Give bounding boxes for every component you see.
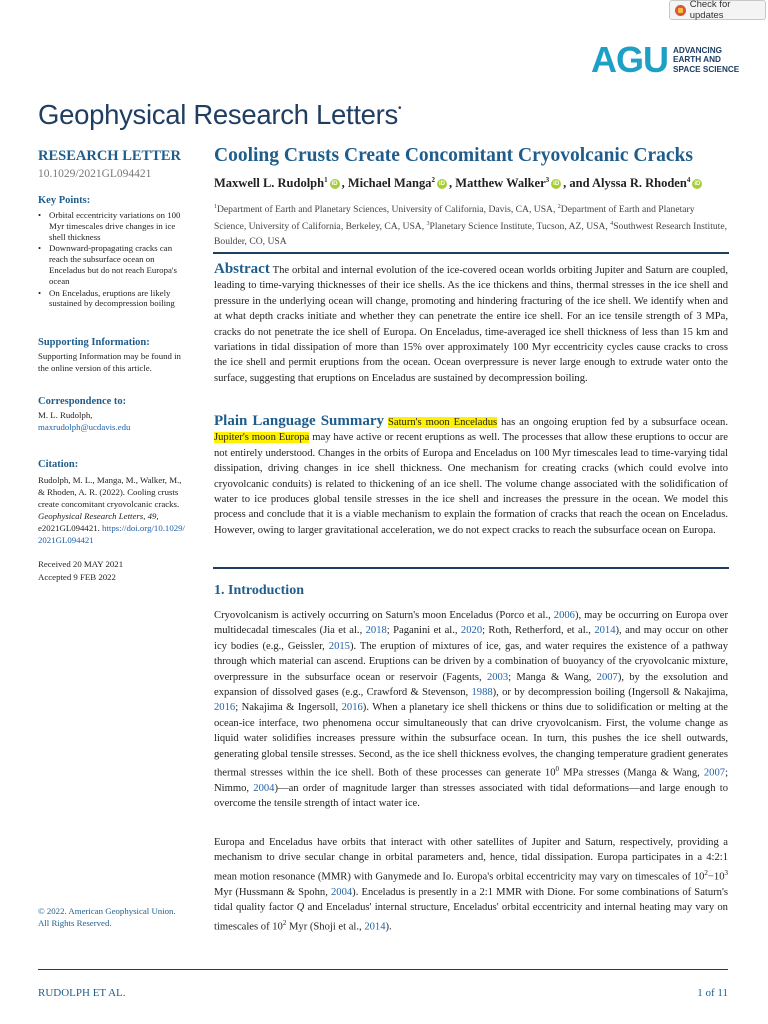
copyright-line-1: © 2022. American Geophysical Union.: [38, 906, 176, 916]
text-run: ), may be occurring on Europa over multidecadal timescales (Jia et al.,: [214, 610, 728, 637]
footer-authors: RUDOLPH ET AL.: [38, 987, 126, 999]
text-run: ). The eruption of mixtures of ice, gas, and water requires the existence of a pathway through which material can ascend. Eruptions can be driven by a combination of buoyancy of the cryovolcanic mixture, overpressure in the subsurface ocean or reservoir (Fagents,: [214, 640, 729, 683]
text-run: Cryovolcanism is actively occurring on Saturn's moon Enceladus (Porco et al.,: [214, 610, 554, 621]
orcid-icon[interactable]: iD: [331, 181, 338, 188]
reference-link[interactable]: 2007: [596, 671, 618, 683]
text-run: Europa and Enceladus have orbits that interact with other satellites of Jupiter and Saturn, respectively, providing a mechanism to drive secular change in orbital parameters and, hence, tidal dissipation. Europa participates in a 4:2:1 mean motion resonance (MMR) with Ganymede and Io. Europa's orbital eccentricity may vary on timescales of 10: [214, 837, 728, 883]
abstract-heading: Abstract: [214, 261, 270, 277]
orcid-icon[interactable]: iD: [553, 181, 560, 188]
author-affiliation-number: 3: [545, 176, 550, 184]
author-separator: ,: [341, 176, 348, 191]
check-for-updates-button[interactable]: [669, 0, 766, 20]
abstract: [214, 262, 728, 386]
agu-logo-tagline: [673, 46, 739, 75]
reference-link[interactable]: 2014: [594, 625, 616, 637]
reference-link[interactable]: 2018: [365, 625, 387, 637]
superscript-exponent: 0: [555, 765, 559, 774]
supporting-info-heading: Supporting Information:: [38, 337, 150, 348]
agu-tag-line-1: ADVANCING: [673, 45, 722, 55]
author-separator: ,: [449, 176, 456, 191]
pls-text-1: has an ongoing eruption fed by a subsurface ocean.: [497, 417, 729, 428]
correspondence-email-link[interactable]: maxrudolph@ucdavis.edu: [38, 422, 131, 432]
agu-tag-line-3: SPACE SCIENCE: [673, 64, 740, 74]
pls-text-2: may have active or recent eruptions as well. The processes that allow these eruptions to occur are not entirely understood. Changes in the orbits of Europa and Enceladus on 100 Myr timescales lead to time-varying tidal dissipation, driving changes in ice shell thickness. One mechanism for creating cracks (which could evolve into cryovolcanic conduits) is related to thickening of an ice shell. The volume change associated with the solidification of water to ice produces global tensile stresses in the ice shell and increases the pressure in the ocean. We model this process and conclude that it is a viable mechanism to explain the formation of cracks that reach the ocean on Enceladus. However, owing to larger gravitational acceleration, we do not expect cracks to reach the subsurface ocean on Europa.: [214, 432, 729, 536]
introduction-paragraph-2: [214, 835, 728, 935]
citation-article-number: e2021GL094421.: [38, 523, 100, 533]
author-name: Maxwell L. Rudolph: [214, 176, 325, 191]
key-point-2: • Downward-propagating cracks can reach the subsurface ocean on Enceladus but do not reach Europa's ocean: [38, 243, 188, 286]
text-run: ; Nakajima & Ingersoll,: [235, 702, 342, 714]
agu-logo-word: AGU: [591, 39, 668, 80]
agu-tag-line-2: EARTH AND: [673, 55, 721, 65]
reference-link[interactable]: 2003: [486, 671, 509, 683]
orcid-icon[interactable]: iD: [694, 181, 701, 188]
orcid-icon[interactable]: iD: [439, 181, 446, 188]
abstract-top-rule: [213, 252, 729, 254]
text-run: Myr (Hussmann & Spohn,: [214, 886, 331, 898]
registered-mark-icon: •: [397, 103, 402, 114]
introduction-top-rule: [213, 567, 729, 569]
affiliation-text: Department of Earth and Planetary Science, University of California, Berkeley, CA, USA,: [214, 204, 695, 233]
author-name: Matthew Walker: [455, 176, 546, 191]
author-name: Michael Manga: [347, 176, 432, 191]
reference-link[interactable]: 2014: [364, 921, 386, 933]
reference-link[interactable]: 2004: [253, 783, 275, 794]
accepted-date: Accepted 9 FEB 2022: [38, 572, 116, 582]
introduction-heading: 1. Introduction: [214, 583, 304, 598]
author-separator: , and: [563, 176, 592, 191]
text-run: ), and may occur on other icy bodies (e.g., Geissler,: [214, 625, 729, 652]
reference-link[interactable]: 2016: [341, 702, 363, 714]
key-points-list: [38, 210, 188, 310]
author-name: Alyssa R. Rhoden: [592, 176, 687, 191]
pls-heading: Plain Language Summary: [214, 413, 385, 429]
journal-title: Geophysical Research Letters•: [38, 99, 402, 130]
copyright-line-2: All Rights Reserved.: [38, 918, 112, 928]
superscript-exponent: 2: [282, 918, 287, 927]
citation-journal: Geophysical Research Letters, 49,: [38, 511, 159, 521]
reference-link[interactable]: 2007: [703, 767, 726, 779]
received-date: Received 20 MAY 2021: [38, 559, 124, 569]
check-for-updates-label: Check for updates: [689, 0, 731, 21]
affiliation-number: 2: [557, 204, 561, 210]
reference-link[interactable]: 2004: [330, 886, 353, 898]
agu-logo: [591, 39, 740, 80]
superscript-exponent: 2: [704, 868, 708, 877]
key-point-1: • Orbital eccentricity variations on 100 Myr timescales drive changes in ice shell thickness: [38, 210, 188, 242]
plain-language-summary: [214, 414, 728, 538]
affiliation-text: Southwest Research Institute, Boulder, CO, USA: [214, 221, 727, 248]
superscript-exponent: 3: [724, 868, 728, 877]
italic-symbol: Q: [296, 902, 305, 914]
text-run: ; Manga & Wang,: [508, 671, 597, 683]
text-run: ), by the exsolution and expansion of dissolved gases (e.g., Crawford & Stevenson,: [214, 671, 728, 699]
abstract-text: The orbital and internal evolution of the ice-covered ocean worlds orbiting Jupiter and Saturn are coupled, leading to time-varying thicknesses of their ice shells. As the ice thickens and thins, thermal stresses in the ice shell and pressure in the underlying ocean will change, promoting and hindering fracturing of the ice shell. We identify when and at what depth cracks initiate and whether they can penetrate the entire ice shell. For an ice tensile strength of 3 MPa, cracks do not penetrate the ice shell of Europa. On Enceladus, time-averaged ice shell thickness of less than 15 km and variations in tidal dissipation of more than 15% over approximately 100 Myr eccentricity cycles cause cracks to cross the ice shell and permit eruptions from the ocean. Ocean overpressure is never large enough to extrude water onto the surface, suggesting that eruptions on Enceladus are sustained by decompression boiling.: [214, 265, 728, 384]
pls-highlight-europa: Jupiter's moon Europa: [214, 432, 310, 444]
footer-rule: [38, 969, 728, 970]
reference-link[interactable]: 2006: [553, 610, 575, 621]
crossmark-icon: [675, 5, 686, 16]
key-points-heading: Key Points:: [38, 195, 91, 206]
text-run: and Enceladus' internal structure, Enceladus' orbital eccentricity and internal heating may vary on timescales of 10: [214, 902, 728, 933]
reference-link[interactable]: 2015: [328, 640, 350, 652]
page-number: 1 of 11: [697, 987, 728, 999]
author-affiliation-number: 4: [686, 176, 691, 184]
text-run: )—an order of magnitude larger than stresses associated with tidal deformations—and large enough to overcome the tensile strength of intact water ice.: [214, 783, 729, 810]
text-run: Myr (Shoji et al.,: [286, 921, 365, 933]
text-run: ). When a planetary ice shell thickens or thins due to solidification or melting at the ocean-ice interface, two phenomena occur simultaneously that can drive cryovolcanism. First, the volume change as liquid water solidifies increases pressure within the subsurface ocean. In turn, this pushes the ice shell outwards, generating global tensile stresses. Second, as the ice shell thickness evolves, the changing temperature gradient generates thermal stresses within the ice shell. Both of these processes can generate 10: [214, 702, 729, 779]
reference-link[interactable]: 2016: [214, 702, 236, 714]
text-run: ). Enceladus is presently in a 2:1 MMR with Dione. For some combinations of Saturn's tidal quality factor: [214, 886, 728, 914]
affiliation-text: Planetary Science Institute, Tucson, AZ, USA,: [429, 221, 611, 233]
supporting-info-text: Supporting Information may be found in the online version of this article.: [38, 351, 181, 373]
text-run: ; Nimmo,: [214, 767, 729, 794]
affiliation-text: Department of Earth and Planetary Sciences, University of California, Davis, CA, USA,: [217, 204, 558, 216]
text-run: ), or by decompression boiling (Ingersoll & Nakajima,: [492, 687, 728, 699]
affiliation-number: 3: [426, 221, 430, 228]
doi: 10.1029/2021GL094421: [38, 168, 152, 180]
text-run: −10: [707, 871, 725, 883]
author-list: [214, 176, 704, 191]
citation-text: [38, 474, 188, 546]
key-point-3: • On Enceladus, eruptions are likely sustained by decompression boiling: [38, 288, 188, 310]
correspondence-heading: Correspondence to:: [38, 396, 127, 407]
affiliation-number: 1: [214, 204, 217, 210]
affiliations: [214, 200, 728, 249]
pls-highlight-enceladus: Saturn's moon Enceladus: [387, 417, 498, 428]
affiliation-number: 4: [610, 221, 614, 228]
text-run: ; Paganini et al.,: [386, 625, 461, 637]
reference-link[interactable]: 1988: [471, 687, 493, 699]
text-run: ).: [385, 921, 392, 933]
text-run: MPa stresses (Manga & Wang,: [559, 767, 704, 779]
author-affiliation-number: 1: [324, 176, 328, 184]
text-run: ; Roth, Retherford, et al.,: [482, 625, 595, 637]
citation-heading: Citation:: [38, 459, 79, 470]
introduction-paragraph-1: [214, 608, 728, 812]
author-affiliation-number: 2: [431, 176, 436, 184]
correspondence-name: M. L. Rudolph,: [38, 410, 93, 420]
article-type: RESEARCH LETTER: [38, 148, 182, 164]
citation-doi-link[interactable]: https://doi.org/10.1029/2021GL094421: [38, 523, 185, 545]
reference-link[interactable]: 2020: [460, 625, 483, 637]
citation-authors: Rudolph, M. L., Manga, M., Walker, M., & Rhoden, A. R. (2022). Cooling crusts create concomitant cryovolcanic cracks.: [38, 475, 182, 509]
article-title: Cooling Crusts Create Concomitant Cryovolcanic Cracks: [214, 145, 693, 166]
